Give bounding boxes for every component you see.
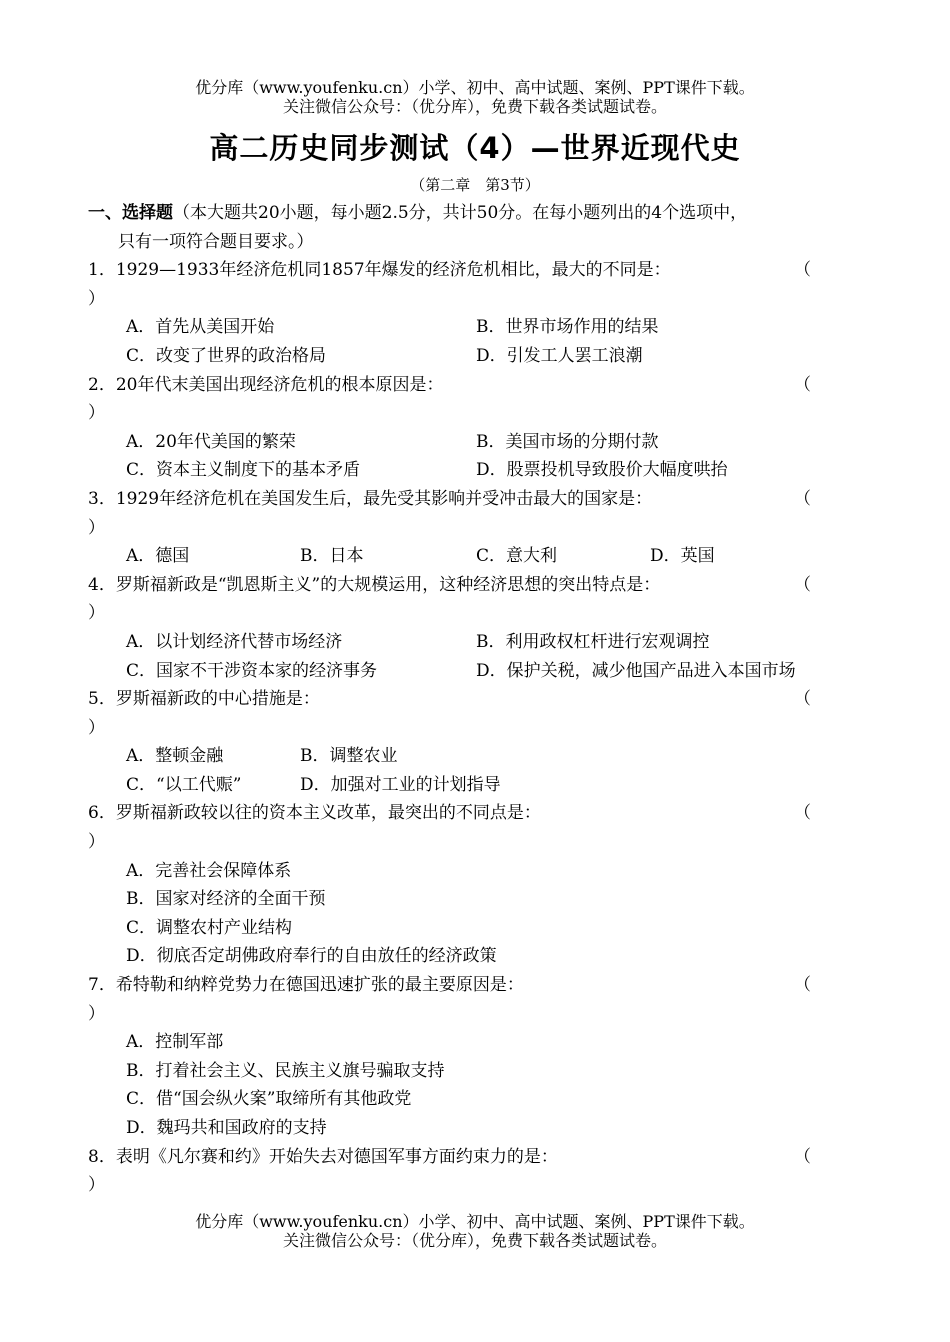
option-b: B．调整农业 [300,746,398,767]
question-4-options-row-1 [88,628,863,657]
answer-paren-close: ） [88,1175,105,1196]
option-c: C．改变了世界的政治格局 [126,345,327,366]
answer-paren-open: （ [794,488,811,509]
question-2-options-row-1 [88,428,863,457]
page-title: 高二历史同步测试（4）—世界近现代史 [209,131,741,165]
section-heading [88,199,863,228]
option-b: B．日本 [300,546,364,567]
answer-paren-open: （ [794,689,811,710]
answer-paren-open: （ [794,374,811,395]
question-1-options-row-1 [88,313,863,342]
option-b: B．利用政权杠杆进行宏观调控 [476,631,710,652]
answer-paren-close: ） [88,603,105,624]
question-4-stem: 4．罗斯福新政是“凯恩斯主义”的大规模运用，这种经济思想的突出特点是： [88,574,661,595]
answer-paren-open: （ [794,1146,811,1167]
answer-paren-close: ） [88,717,105,738]
option-b: B．美国市场的分期付款 [476,431,659,452]
answer-paren-open: （ [794,803,811,824]
question-5-options-row-1 [88,742,863,771]
option-d: D．英国 [650,546,715,567]
option-d: D．股票投机导致股价大幅度哄抬 [476,460,728,481]
option-d: D．魏玛共和国政府的支持 [126,1118,327,1138]
question-6-option-d [88,942,863,971]
option-d: D．保护关税，减少他国产品进入本国市场 [476,660,796,681]
question-6-option-b [88,885,863,914]
question-7 [88,971,863,1000]
question-2 [88,371,863,400]
question-6 [88,799,863,828]
question-4 [88,571,863,600]
option-b: B．国家对经济的全面干预 [126,889,326,910]
question-2-stem: 2．20年代末美国出现经济危机的根本原因是： [88,374,444,395]
answer-paren-close: ） [88,832,105,853]
page-header [0,78,950,116]
option-a: A．20年代美国的繁荣 [126,431,296,452]
question-section [88,199,863,1200]
question-7-option-d [88,1114,863,1143]
question-4-options-row-2 [88,657,863,686]
answer-paren-open: （ [794,260,811,281]
question-5-options-row-2 [88,771,863,800]
option-c: C．资本主义制度下的基本矛盾 [126,460,361,481]
question-5 [88,685,863,714]
option-a: A．德国 [126,546,190,567]
section-label: 一、选择题 [88,203,173,223]
option-b: B．打着社会主义、民族主义旗号骗取支持 [126,1060,445,1081]
page-subtitle: （第二章 第3节） [410,176,540,194]
option-c: C．国家不干涉资本家的经济事务 [126,660,378,681]
header-line-1: 优分库（www.youfenku.cn）小学、初中、高中试题、案例、PPT课件下载。 [195,78,755,97]
option-c: C．借“国会纵火案”取缔所有其他政党 [126,1089,412,1110]
question-7-option-a [88,1028,863,1057]
page-footer [0,1212,950,1250]
option-d: D．引发工人罢工浪潮 [476,345,643,366]
answer-paren-close: ） [88,288,105,309]
question-6-stem: 6．罗斯福新政较以往的资本主义改革，最突出的不同点是： [88,803,541,824]
answer-paren-close: ） [88,1003,105,1024]
question-1-stem: 1．1929—1933年经济危机同1857年爆发的经济危机相比，最大的不同是： [88,260,671,281]
section-description: （本大题共20小题，每小题2.5分，共计50分。在每小题列出的4个选项中， [173,203,748,223]
question-6-option-c [88,914,863,943]
option-c: C．“以工代赈” [126,774,242,795]
answer-paren-close: ） [88,517,105,538]
question-8 [88,1143,863,1172]
answer-paren-open: （ [794,975,811,996]
option-a: A．控制军部 [126,1032,224,1053]
option-a: A．以计划经济代替市场经济 [126,631,343,652]
option-b: B．世界市场作用的结果 [476,317,659,338]
option-d: D．加强对工业的计划指导 [300,774,501,795]
option-a: A．整顿金融 [126,746,224,767]
question-8-stem: 8．表明《凡尔赛和约》开始失去对德国军事方面约束力的是： [88,1146,558,1167]
section-description-cont: 只有一项符合题目要求。） [118,231,314,252]
question-5-stem: 5．罗斯福新政的中心措施是： [88,689,320,710]
option-a: A．首先从美国开始 [126,317,275,338]
question-3-stem: 3．1929年经济危机在美国发生后，最先受其影响并受冲击最大的国家是： [88,488,653,509]
question-2-options-row-2 [88,456,863,485]
footer-line-2: 关注微信公众号：（优分库），免费下载各类试题试卷。 [282,1231,667,1250]
question-7-stem: 7．希特勒和纳粹党势力在德国迅速扩张的最主要原因是： [88,975,524,996]
question-3-options-row [88,542,863,571]
option-d: D．彻底否定胡佛政府奉行的自由放任的经济政策 [126,946,497,967]
header-line-2: 关注微信公众号：（优分库），免费下载各类试题试卷。 [282,97,667,116]
question-1 [88,256,863,285]
question-7-option-c [88,1085,863,1114]
question-7-option-b [88,1057,863,1086]
option-c: C．调整农村产业结构 [126,917,293,938]
question-1-options-row-2 [88,342,863,371]
question-6-option-a [88,857,863,886]
answer-paren-open: （ [794,574,811,595]
question-3 [88,485,863,514]
footer-line-1: 优分库（www.youfenku.cn）小学、初中、高中试题、案例、PPT课件下载。 [195,1212,755,1231]
answer-paren-close: ） [88,403,105,424]
option-c: C．意大利 [476,546,558,567]
option-a: A．完善社会保障体系 [126,860,292,881]
